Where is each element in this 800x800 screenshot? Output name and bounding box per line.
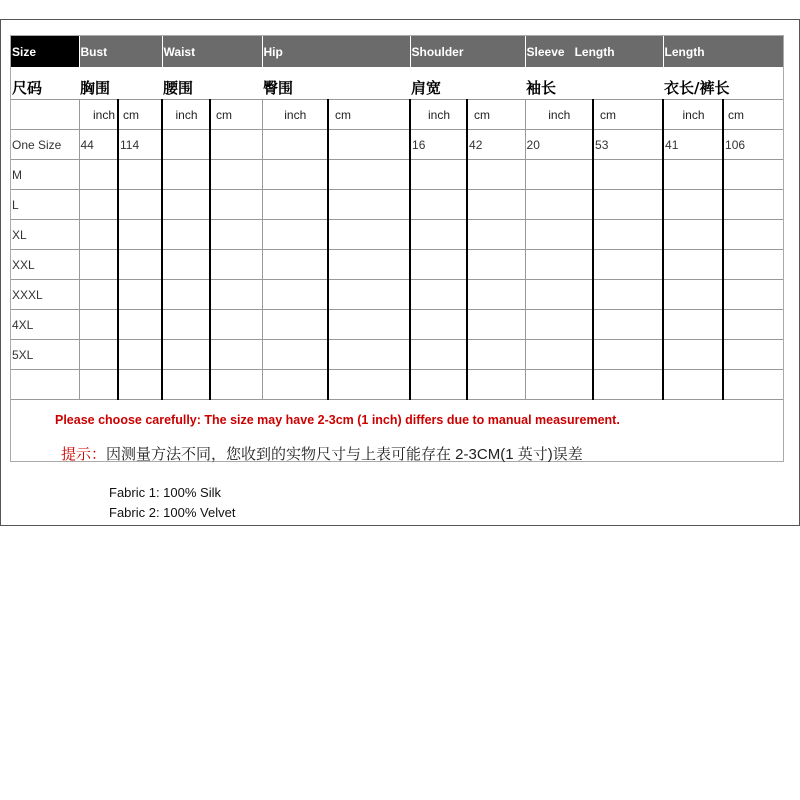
sleeve-inch-cell: [525, 190, 593, 220]
header-cn-sleeve: 袖长: [526, 79, 557, 97]
hip-inch-cell: [262, 250, 328, 280]
sleeve-inch-cell: [525, 340, 593, 370]
waist-cm-cell: [210, 250, 262, 280]
bust-inch-cell: [79, 340, 118, 370]
fabric-line-1: Fabric 1: 100% Silk: [109, 485, 221, 500]
note-text-chinese: 因测量方法不同，您收到的实物尺寸与上表可能存在 2-3CM(1 英寸)误差: [106, 446, 583, 463]
header-sleeve-length: Sleeve Length: [525, 36, 663, 67]
hip-cm-cell: [328, 190, 410, 220]
length-cm-cell: [723, 280, 783, 310]
unit-length-inch: inch: [663, 100, 723, 130]
bust-cm-cell: [118, 280, 162, 310]
size-cell: [11, 370, 79, 400]
bust-cm-cell: [118, 220, 162, 250]
length-inch-cell: [663, 340, 723, 370]
shoulder-inch-cell: [410, 310, 467, 340]
table-row: [11, 280, 783, 310]
sleeve-inch-cell: [525, 280, 593, 310]
bust-cm-cell: [118, 310, 162, 340]
hip-cm-cell: [328, 370, 410, 400]
length-cm-cell: [723, 370, 783, 400]
unit-blank: [11, 100, 79, 130]
size-table-body: [11, 36, 783, 400]
length-inch-cell: [663, 220, 723, 250]
unit-sleeve-cm: cm: [593, 100, 663, 130]
shoulder-inch-cell: [410, 340, 467, 370]
sleeve-inch-cell: [525, 160, 593, 190]
shoulder-cm-cell: [467, 280, 525, 310]
table-row: [11, 220, 783, 250]
unit-waist-cm: cm: [210, 100, 262, 130]
hip-inch-cell: [262, 130, 328, 160]
waist-inch-cell: [162, 310, 210, 340]
length-inch-cell: [663, 250, 723, 280]
size-chart-frame: [0, 19, 800, 526]
unit-bust-inch: inch: [79, 100, 118, 130]
sleeve-inch-cell: [525, 310, 593, 340]
measurement-note-english: Please choose carefully: The size may have 2-3cm (1 inch) differs due to manual measurement.: [55, 413, 620, 427]
sleeve-inch-cell: [525, 220, 593, 250]
size-chart: [10, 35, 784, 462]
shoulder-cm-cell: [467, 220, 525, 250]
hip-inch-cell: [262, 190, 328, 220]
unit-hip-cm: cm: [328, 100, 410, 130]
table-row: [11, 130, 783, 160]
waist-inch-cell: [162, 340, 210, 370]
bust-inch-cell: [79, 160, 118, 190]
hip-cm-cell: [328, 250, 410, 280]
units-row: [11, 100, 783, 130]
size-cell: XXL: [11, 250, 79, 280]
bust-inch-cell: [79, 370, 118, 400]
shoulder-inch-cell: [410, 250, 467, 280]
shoulder-inch-cell: 16: [410, 130, 467, 160]
waist-cm-cell: [210, 220, 262, 250]
unit-length-cm: cm: [723, 100, 783, 130]
header-hip: Hip: [262, 36, 410, 67]
bust-inch-cell: [79, 220, 118, 250]
fabric-line-2: Fabric 2: 100% Velvet: [109, 505, 236, 520]
shoulder-inch-cell: [410, 280, 467, 310]
hip-cm-cell: [328, 280, 410, 310]
waist-inch-cell: [162, 160, 210, 190]
header-waist: Waist: [162, 36, 262, 67]
bust-cm-cell: [118, 160, 162, 190]
hip-cm-cell: [328, 220, 410, 250]
length-inch-cell: [663, 280, 723, 310]
shoulder-inch-cell: [410, 190, 467, 220]
header-cn-bust: 胸围: [80, 79, 111, 97]
size-cell: M: [11, 160, 79, 190]
header-length: Length: [663, 36, 783, 67]
sleeve-cm-cell: [593, 370, 663, 400]
bust-cm-cell: 114: [118, 130, 162, 160]
bust-inch-cell: [79, 280, 118, 310]
shoulder-inch-cell: [410, 160, 467, 190]
shoulder-cm-cell: [467, 190, 525, 220]
shoulder-inch-cell: [410, 220, 467, 250]
sleeve-cm-cell: [593, 220, 663, 250]
length-cm-cell: [723, 250, 783, 280]
sleeve-cm-cell: [593, 310, 663, 340]
waist-cm-cell: [210, 130, 262, 160]
length-cm-cell: [723, 340, 783, 370]
note-label-chinese: 提示：: [61, 446, 107, 463]
header-cn-waist: 腰围: [163, 79, 194, 97]
unit-bust-cm: cm: [118, 100, 162, 130]
length-inch-cell: [663, 190, 723, 220]
unit-shoulder-cm: cm: [467, 100, 525, 130]
sleeve-cm-cell: [593, 280, 663, 310]
length-cm-cell: [723, 220, 783, 250]
waist-cm-cell: [210, 310, 262, 340]
shoulder-cm-cell: [467, 370, 525, 400]
waist-inch-cell: [162, 130, 210, 160]
sleeve-cm-cell: [593, 160, 663, 190]
table-row: [11, 310, 783, 340]
bust-inch-cell: [79, 190, 118, 220]
header-cn-shoulder: 肩宽: [411, 79, 442, 97]
sleeve-cm-cell: [593, 190, 663, 220]
hip-inch-cell: [262, 220, 328, 250]
header-bust: Bust: [79, 36, 162, 67]
shoulder-cm-cell: [467, 340, 525, 370]
header-cn-hip: 臀围: [263, 79, 294, 97]
measurement-note-chinese: [61, 443, 583, 464]
bust-inch-cell: [79, 250, 118, 280]
length-cm-cell: 106: [723, 130, 783, 160]
hip-inch-cell: [262, 340, 328, 370]
header-cn-length: 衣长/裤长: [664, 79, 730, 97]
bust-cm-cell: [118, 250, 162, 280]
waist-cm-cell: [210, 280, 262, 310]
bust-inch-cell: 44: [79, 130, 118, 160]
table-row: [11, 340, 783, 370]
hip-cm-cell: [328, 130, 410, 160]
sleeve-cm-cell: [593, 340, 663, 370]
waist-inch-cell: [162, 250, 210, 280]
table-row: [11, 250, 783, 280]
waist-cm-cell: [210, 190, 262, 220]
sleeve-inch-cell: 20: [525, 130, 593, 160]
waist-cm-cell: [210, 340, 262, 370]
hip-cm-cell: [328, 340, 410, 370]
waist-cm-cell: [210, 370, 262, 400]
sleeve-inch-cell: [525, 250, 593, 280]
bust-inch-cell: [79, 310, 118, 340]
size-cell: One Size: [11, 130, 79, 160]
waist-inch-cell: [162, 370, 210, 400]
header-row: [11, 36, 783, 67]
hip-inch-cell: [262, 160, 328, 190]
sleeve-cm-cell: 53: [593, 130, 663, 160]
hip-inch-cell: [262, 280, 328, 310]
size-cell: XL: [11, 220, 79, 250]
length-inch-cell: 41: [663, 130, 723, 160]
unit-sleeve-inch: inch: [525, 100, 593, 130]
size-cell: 4XL: [11, 310, 79, 340]
sleeve-inch-cell: [525, 370, 593, 400]
length-inch-cell: [663, 160, 723, 190]
length-cm-cell: [723, 160, 783, 190]
shoulder-inch-cell: [410, 370, 467, 400]
sleeve-cm-cell: [593, 250, 663, 280]
shoulder-cm-cell: [467, 160, 525, 190]
size-table: [11, 36, 783, 400]
size-cell: 5XL: [11, 340, 79, 370]
waist-inch-cell: [162, 220, 210, 250]
header-cn-size: 尺码: [12, 79, 43, 97]
waist-cm-cell: [210, 160, 262, 190]
bust-cm-cell: [118, 370, 162, 400]
waist-inch-cell: [162, 190, 210, 220]
shoulder-cm-cell: 42: [467, 130, 525, 160]
waist-inch-cell: [162, 280, 210, 310]
length-inch-cell: [663, 370, 723, 400]
header-shoulder: Shoulder: [410, 36, 525, 67]
shoulder-cm-cell: [467, 310, 525, 340]
header-row-chinese: [11, 67, 783, 100]
size-cell: XXXL: [11, 280, 79, 310]
unit-waist-inch: inch: [162, 100, 210, 130]
bust-cm-cell: [118, 190, 162, 220]
table-row: [11, 370, 783, 400]
hip-cm-cell: [328, 310, 410, 340]
shoulder-cm-cell: [467, 250, 525, 280]
length-cm-cell: [723, 190, 783, 220]
hip-inch-cell: [262, 370, 328, 400]
hip-cm-cell: [328, 160, 410, 190]
header-size: Size: [11, 36, 79, 67]
length-inch-cell: [663, 310, 723, 340]
length-cm-cell: [723, 310, 783, 340]
table-row: [11, 160, 783, 190]
size-cell: L: [11, 190, 79, 220]
bust-cm-cell: [118, 340, 162, 370]
hip-inch-cell: [262, 310, 328, 340]
table-row: [11, 190, 783, 220]
unit-shoulder-inch: inch: [410, 100, 467, 130]
unit-hip-inch: inch: [262, 100, 328, 130]
